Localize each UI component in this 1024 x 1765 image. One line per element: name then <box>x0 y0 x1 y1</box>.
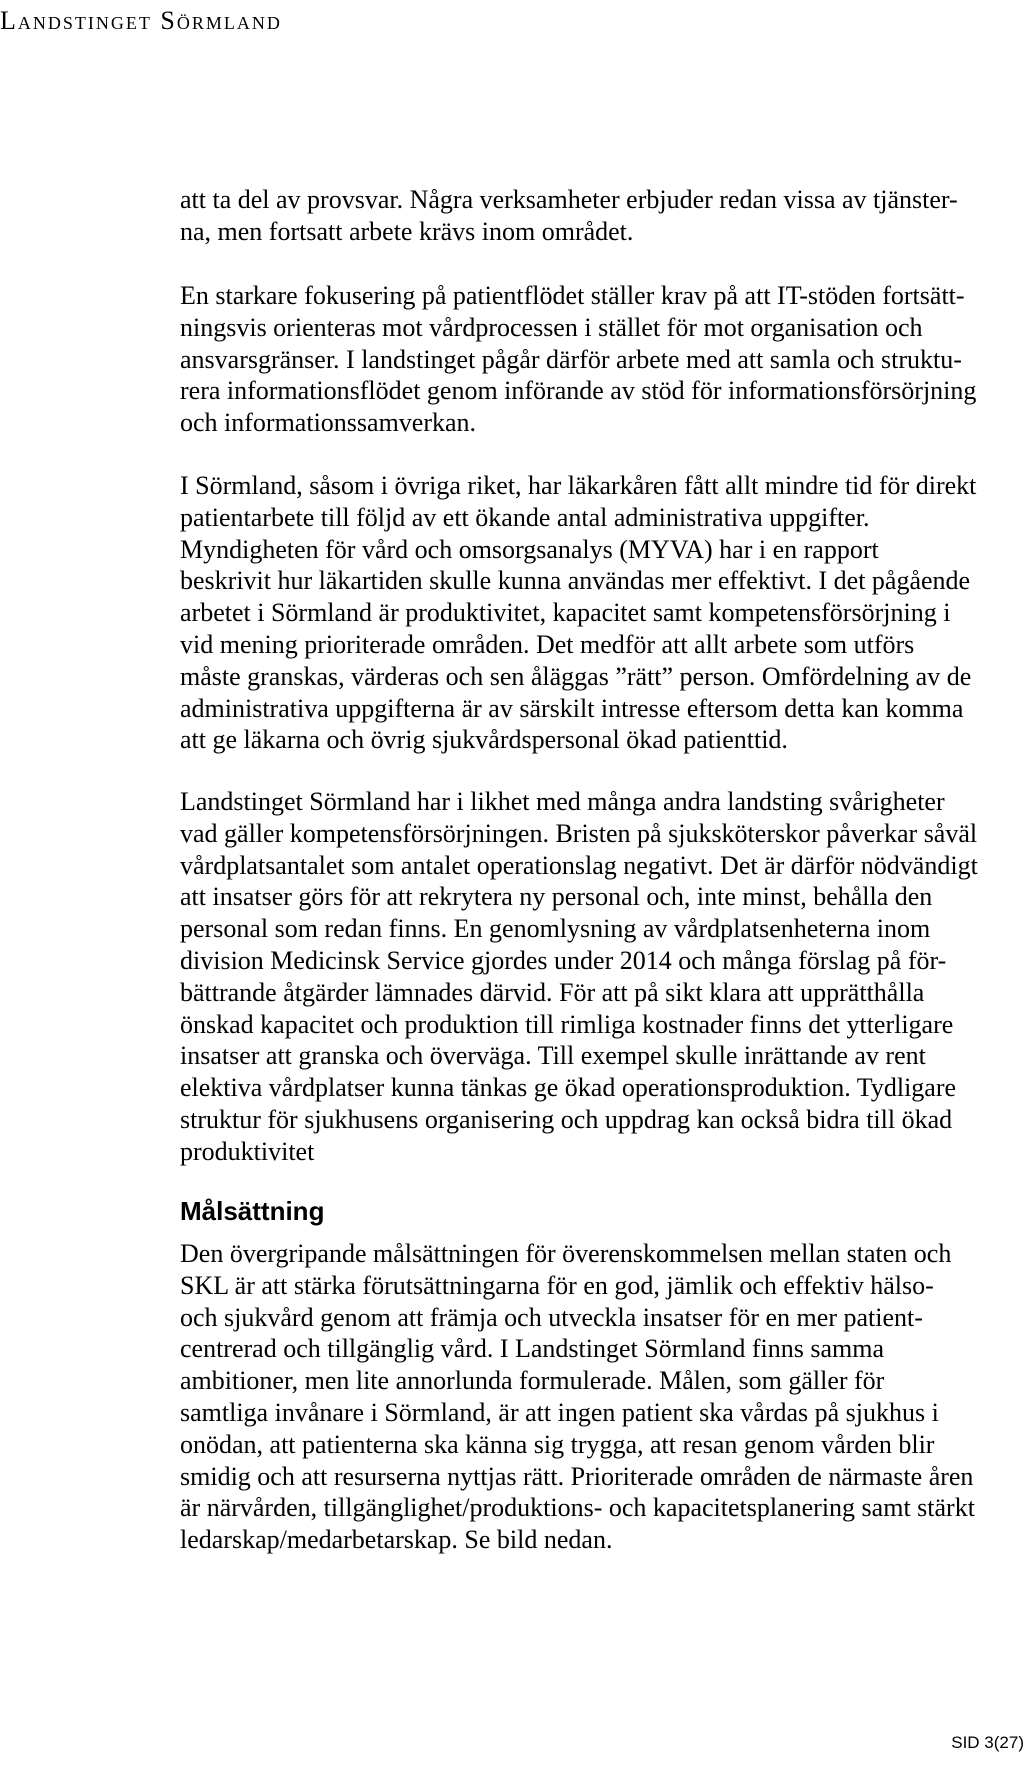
paragraph-line: beskrivit hur läkartiden skulle kunna användas mer effektivt. I det pågående <box>180 566 971 596</box>
paragraph-line: arbetet i Sörmland är produktivitet, kapacitet samt kompetensförsörjning i <box>180 598 951 628</box>
paragraph-line: att ge läkarna och övrig sjukvårdspersonal ökad patienttid. <box>180 725 788 755</box>
paragraph-line: administrativa uppgifterna är av särskilt intresse eftersom detta kan komma <box>180 693 964 723</box>
paragraph-line: ningsvis orienteras mot vårdprocessen i stället för mot organisation och <box>180 312 923 342</box>
paragraph-line: vid mening prioriterade områden. Det medför att allt arbete som utförs <box>180 629 915 659</box>
paragraph-1 <box>180 184 1024 248</box>
paragraph-line: centrerad och tillgänglig vård. I Landstinget Sörmland finns samma <box>180 1334 884 1364</box>
paragraph-3 <box>180 470 1024 756</box>
paragraph-line: bättrande åtgärder lämnades därvid. För att på sikt klara att upprätthålla <box>180 977 925 1007</box>
running-header: Landstinget Sörmland <box>0 6 282 35</box>
paragraph-line: ansvarsgränser. I landstinget pågår därför arbete med att samla och struktu- <box>180 344 962 374</box>
paragraph-line: na, men fortsatt arbete krävs inom området. <box>180 216 634 246</box>
paragraph-line: att insatser görs för att rekrytera ny personal och, inte minst, behålla den <box>180 882 933 912</box>
paragraph-line: insatser att granska och överväga. Till exempel skulle inrättande av rent <box>180 1041 926 1071</box>
paragraph-line: SKL är att stärka förutsättningarna för en god, jämlik och effektiv hälso- <box>180 1270 934 1300</box>
paragraph-line: I Sörmland, såsom i övriga riket, har läkarkåren fått allt mindre tid för direkt <box>180 471 977 500</box>
paragraph-line: vad gäller kompetensförsörjningen. Bristen på sjuksköterskor påverkar såväl <box>180 818 978 848</box>
page-number: SID 3(27) <box>951 1733 1024 1752</box>
paragraph-line: ambitioner, men lite annorlunda formulerade. Målen, som gäller för <box>180 1366 885 1396</box>
paragraph-line: produktivitet <box>180 1136 315 1166</box>
paragraph-line: personal som redan finns. En genomlysning av vårdplatsenheterna inom <box>180 914 931 944</box>
paragraph-line: Landstinget Sörmland har i likhet med många andra landsting svårigheter <box>180 787 945 816</box>
paragraph-line: Myndigheten för vård och omsorgsanalys (MYVA) har i en rapport <box>180 534 879 564</box>
paragraph-line: är närvården, tillgänglighet/produktions- och kapacitetsplanering samt stärkt <box>180 1493 975 1523</box>
paragraph-line: onödan, att patienterna ska känna sig trygga, att resan genom vården blir <box>180 1429 935 1459</box>
paragraph-line: struktur för sjukhusens organisering och uppdrag kan också bidra till ökad <box>180 1104 953 1134</box>
paragraph-line: och sjukvård genom att främja och utveckla insatser för en mer patient- <box>180 1302 923 1332</box>
paragraph-line: division Medicinsk Service gjordes under 2014 och många förslag på för- <box>180 945 947 975</box>
section-paragraph <box>180 1238 1024 1556</box>
paragraph-line: att ta del av provsvar. Några verksamheter erbjuder redan vissa av tjänster- <box>180 185 958 214</box>
paragraph-line: smidig och att resurserna nyttjas rätt. Prioriterade områden de närmaste åren <box>180 1461 974 1491</box>
paragraph-line: ledarskap/medarbetarskap. Se bild nedan. <box>180 1525 613 1555</box>
section-heading: Målsättning <box>180 1196 325 1226</box>
paragraph-2 <box>180 280 1024 439</box>
paragraph-line: Den övergripande målsättningen för överenskommelsen mellan staten och <box>180 1239 952 1268</box>
paragraph-line: och informationssamverkan. <box>180 408 477 438</box>
paragraph-line: vårdplatsantalet som antalet operationslag negativt. Det är därför nödvändigt <box>180 850 978 880</box>
paragraph-4 <box>180 786 1024 1168</box>
paragraph-line: samtliga invånare i Sörmland, är att ingen patient ska vårdas på sjukhus i <box>180 1397 939 1427</box>
paragraph-line: elektiva vårdplatser kunna tänkas ge ökad operationsproduktion. Tydligare <box>180 1073 957 1103</box>
paragraph-line: måste granskas, värderas och sen åläggas ”rätt” person. Omfördelning av de <box>180 661 972 691</box>
paragraph-line: rera informationsflödet genom införande av stöd för informationsförsörjning <box>180 376 977 406</box>
paragraph-line: patientarbete till följd av ett ökande antal administrativa uppgifter. <box>180 502 870 532</box>
paragraph-line: önskad kapacitet och produktion till rimliga kostnader finns det ytterligare <box>180 1009 954 1039</box>
paragraph-line: En starkare fokusering på patientflödet ställer krav på att IT-stöden fortsätt- <box>180 281 965 310</box>
